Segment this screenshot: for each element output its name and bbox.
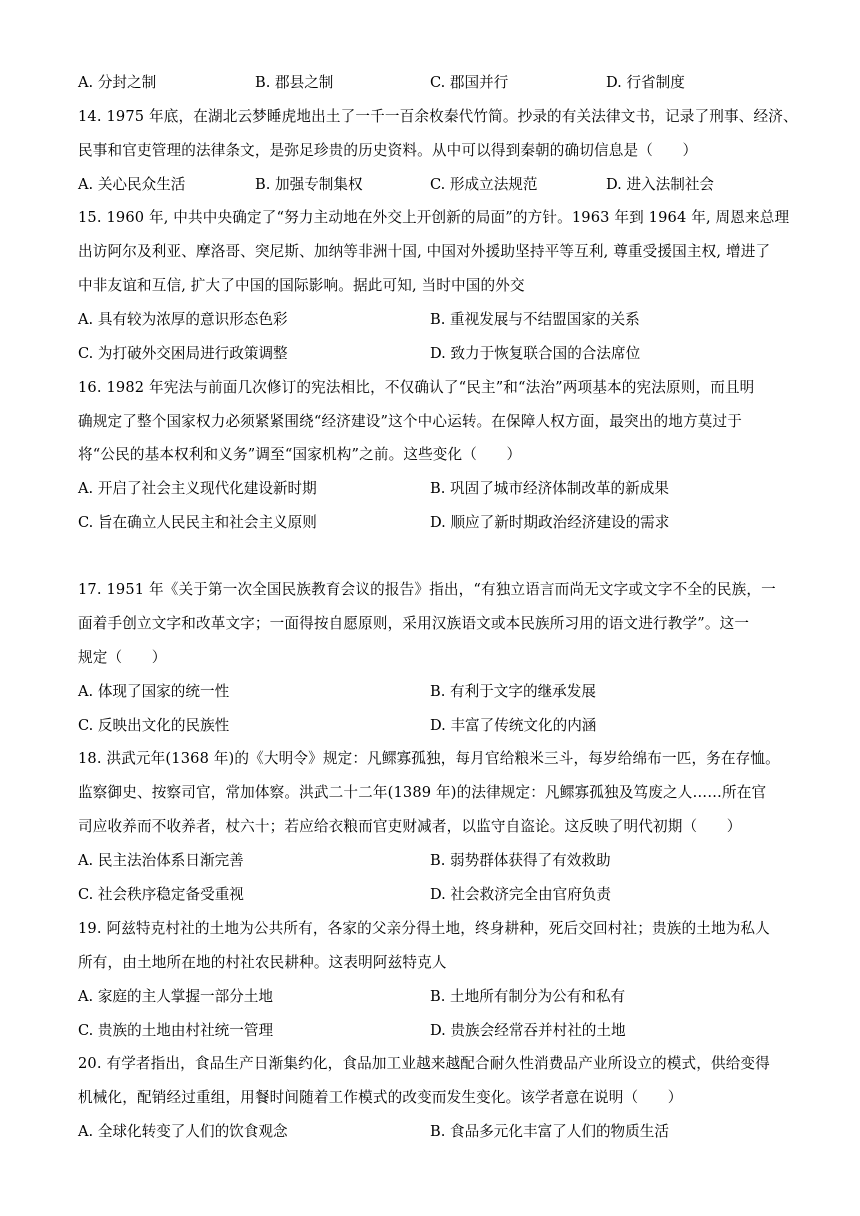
q16-option-a: A. 开启了社会主义现代化建设新时期 [78,480,317,497]
q15-option-a: A. 具有较为浓厚的意识形态色彩 [78,311,288,328]
q18-option-b: B. 弱势群体获得了有效救助 [430,852,611,869]
q18-stem-line-3: 司应收养而不收养者，杖六十；若应给衣粮而官吏财减者，以监守自盗论。这反映了明代初期（ ） [78,818,742,835]
q20-option-a: A. 全球化转变了人们的饮食观念 [78,1123,288,1140]
q16-stem-line-3: 将“公民的基本权利和义务”调至“国家机构”之前。这些变化（ ） [78,446,522,463]
q15-stem-line-1: 15. 1960 年, 中共中央确定了“努力主动地在外交上开创新的局面”的方针。1963 年到 1964 年, 周恩来总理 [78,209,790,226]
q17-option-b: B. 有利于文字的继承发展 [430,683,596,700]
q15-option-d: D. 致力于恢复联合国的合法席位 [430,345,641,362]
q17-option-d: D. 丰富了传统文化的内涵 [430,717,597,734]
q18-option-a: A. 民主法治体系日渐完善 [78,852,244,869]
q15-option-c: C. 为打破外交困局进行政策调整 [78,345,288,362]
q14-stem-line-2: 民事和官吏管理的法律条文，是弥足珍贵的历史资料。从中可以得到秦朝的确切信息是（ ） [78,142,698,159]
q13-option-a: A. 分封之制 [78,74,157,91]
q17-stem-line-1: 17. 1951 年《关于第一次全国民族教育会议的报告》指出，“有独立语言而尚无文字或文字不全的民族，一 [78,581,776,598]
q13-option-d: D. 行省制度 [606,74,685,91]
q14-option-d: D. 进入法制社会 [606,176,715,193]
q14-option-a: A. 关心民众生活 [78,176,186,193]
q18-option-d: D. 社会救济完全由官府负责 [430,886,611,903]
q19-option-a: A. 家庭的主人掌握一部分土地 [78,988,273,1005]
q19-option-b: B. 土地所有制分为公有和私有 [430,988,626,1005]
q17-stem-line-3: 规定（ ） [78,649,167,666]
q17-stem-line-2: 面着手创立文字和改革文字；一面得按自愿原则，采用汉族语文或本民族所习用的语文进行教学”。这一 [78,615,750,632]
q20-stem-line-1: 20. 有学者指出，食品生产日渐集约化，食品加工业越来越配合耐久性消费品产业所设立的模式，供给变得 [78,1055,770,1072]
q15-stem-line-3: 中非友谊和互信, 扩大了中国的国际影响。据此可知, 当时中国的外交 [78,277,525,294]
q16-option-c: C. 旨在确立人民民主和社会主义原则 [78,514,317,531]
q19-option-d: D. 贵族会经常吞并村社的土地 [430,1022,626,1039]
q15-stem-line-2: 出访阿尔及利亚、摩洛哥、突尼斯、加纳等非洲十国, 中国对外援助坚持平等互利, 尊重受援国主权, 增进了 [78,243,771,260]
q19-stem-line-2: 所有，由土地所在地的村社农民耕种。这表明阿兹特克人 [78,954,447,971]
q13-option-b: B. 郡县之制 [255,74,334,91]
q14-option-b: B. 加强专制集权 [255,176,363,193]
q16-option-b: B. 巩固了城市经济体制改革的新成果 [430,480,669,497]
q15-option-b: B. 重视发展与不结盟国家的关系 [430,311,640,328]
q19-stem-line-1: 19. 阿兹特克村社的土地为公共所有，各家的父亲分得土地，终身耕种，死后交回村社；贵族的土地为私人 [78,920,770,937]
q18-option-c: C. 社会秩序稳定备受重视 [78,886,244,903]
q16-stem-line-1: 16. 1982 年宪法与前面几次修订的宪法相比，不仅确认了“民主”和“法治”两项基本的宪法原则，而且明 [78,379,755,396]
q17-option-a: A. 体现了国家的统一性 [78,683,230,700]
q20-stem-line-2: 机械化，配销经过重组，用餐时间随着工作模式的改变而发生变化。该学者意在说明（ ） [78,1089,683,1106]
q18-stem-line-2: 监察御史、按察司官，常加体察。洪武二十二年(1389 年)的法律规定：凡鳏寡孤独及笃废之人……所在官 [78,784,767,801]
q14-stem-line-1: 14. 1975 年底，在湖北云梦睡虎地出土了一千一百余枚秦代竹简。抄录的有关法律文书，记录了刑事、经济、 [78,108,798,125]
q14-option-c: C. 形成立法规范 [430,176,538,193]
q16-stem-line-2: 确规定了整个国家权力必须紧紧围绕“经济建设”这个中心运转。在保障人权方面，最突出的地方莫过于 [78,413,742,430]
q16-option-d: D. 顺应了新时期政治经济建设的需求 [430,514,670,531]
q18-stem-line-1: 18. 洪武元年(1368 年)的《大明令》规定：凡鳏寡孤独，每月官给粮米三斗，每岁给绵布一匹，务在存恤。 [78,750,780,767]
q19-option-c: C. 贵族的土地由村社统一管理 [78,1022,274,1039]
q13-option-c: C. 郡国并行 [430,74,509,91]
q17-option-c: C. 反映出文化的民族性 [78,717,230,734]
q20-option-b: B. 食品多元化丰富了人们的物质生活 [430,1123,669,1140]
